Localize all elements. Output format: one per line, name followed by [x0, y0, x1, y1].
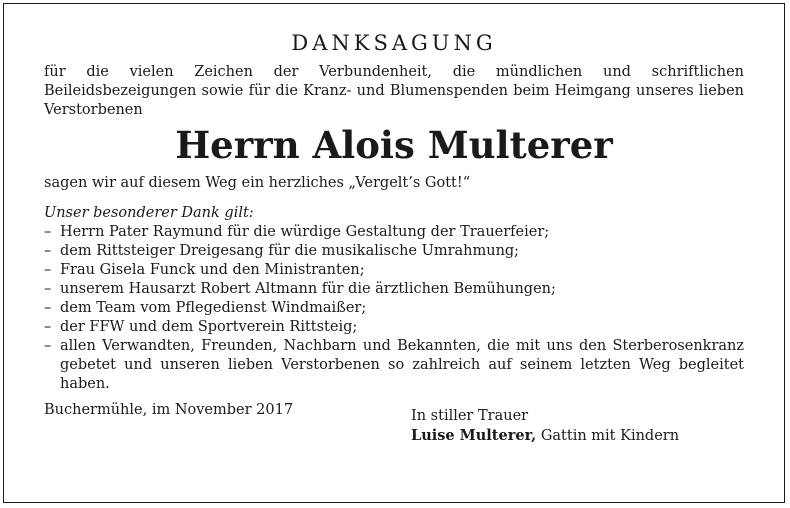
dash-bullet: – — [44, 337, 52, 354]
dash-bullet: – — [44, 280, 52, 297]
list-item — [44, 318, 744, 337]
list-item-text: Frau Gisela Funck und den Ministranten; — [60, 261, 365, 278]
list-item — [44, 261, 744, 280]
special-thanks-heading: Unser besonderer Dank gilt: — [44, 204, 254, 221]
signatory-line — [411, 426, 679, 446]
list-item — [44, 299, 744, 318]
notice-content — [44, 33, 744, 420]
list-item-text: der FFW und dem Sportverein Rittsteig; — [60, 318, 358, 335]
list-item — [44, 223, 744, 242]
list-item-text: dem Team vom Pflegedienst Windmaißer; — [60, 299, 367, 316]
dash-bullet: – — [44, 299, 52, 316]
list-item — [44, 337, 744, 394]
vergelts-gott-text: sagen wir auf diesem Weg ein herzliches „Vergelt’s Gott!“ — [44, 174, 471, 191]
mourning-line: In stiller Trauer — [411, 408, 529, 424]
place-date: Buchermühle, im November 2017 — [44, 401, 294, 418]
deceased-name: Herrn Alois Multerer — [175, 123, 613, 167]
list-item-text: unserem Hausarzt Robert Altmann für die ärztlichen Bemühungen; — [60, 280, 556, 297]
list-item — [44, 242, 744, 261]
signatory-name: Luise Multerer, — [411, 427, 537, 444]
list-item — [44, 280, 744, 299]
list-item-text: allen Verwandten, Freunden, Nachbarn und Bekannten, die mit uns den Sterberosenkranz gebetet und unseren lieben Verstorbenen so zahlreich auf seinem letzten Weg begleitet haben. — [60, 337, 744, 392]
intro-text: für die vielen Zeichen der Verbundenheit, die mündlichen und schriftlichen Beileidsbezeigungen sowie für die Kranz- und Blumenspenden beim Heimgang unseres lieben Verstorbenen — [44, 64, 744, 118]
list-item-text: dem Rittsteiger Dreigesang für die musikalische Umrahmung; — [60, 242, 520, 259]
list-item-text: Herrn Pater Raymund für die würdige Gestaltung der Trauerfeier; — [60, 223, 550, 240]
signature-block — [411, 406, 679, 446]
dash-bullet: – — [44, 223, 52, 240]
dash-bullet: – — [44, 261, 52, 278]
thanks-list — [44, 223, 744, 394]
special-thanks-section — [44, 204, 744, 394]
notice-heading: DANKSAGUNG — [291, 31, 497, 55]
dash-bullet: – — [44, 318, 52, 335]
dash-bullet: – — [44, 242, 52, 259]
signatory-relation: Gattin mit Kindern — [540, 428, 680, 444]
